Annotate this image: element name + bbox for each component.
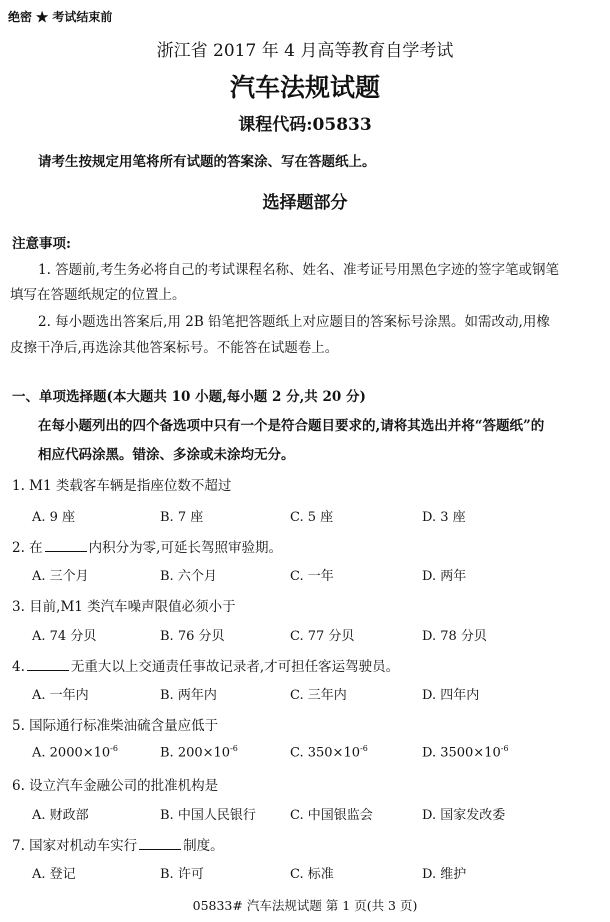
option-a: A. 登记 — [32, 867, 76, 882]
part1-desc-cont: 相应代码涂黑。错涂、多涂或未涂均无分。 — [38, 447, 295, 463]
option-b: B. $200\times 10^{-6}$ — [160, 744, 238, 761]
option-d: D. 国家发改委 — [422, 808, 506, 823]
course-code: 课程代码:05833 — [238, 115, 372, 135]
option-a: A. $2000\times 10^{-6}$ — [32, 744, 118, 761]
confidential-label: 绝密 ★ 考试结束前 — [8, 10, 113, 24]
option-b: B. 76 分贝 — [160, 629, 225, 644]
option-c: C. 一年 — [290, 569, 334, 584]
notes-heading: 注意事项: — [12, 236, 71, 252]
option-b: B. 两年内 — [160, 688, 217, 703]
answer-blank — [139, 836, 181, 850]
page-footer: 05833# 汽车法规试题 第 1 页(共 3 页) — [192, 898, 418, 913]
section-title: 选择题部分 — [262, 193, 348, 213]
answer-blank — [45, 538, 87, 552]
exam-title: 浙江省 2017 年 4 月高等教育自学考试 — [156, 41, 454, 61]
question-stem: 7. 国家对机动车实行 制度。 — [12, 838, 224, 854]
option-c: C. 标准 — [290, 867, 334, 882]
part1-title: 一、单项选择题(本大题共 10 小题,每小题 2 分,共 20 分) — [12, 389, 366, 405]
option-d: D. 维护 — [422, 867, 467, 882]
question-stem: 6. 设立汽车金融公司的批准机构是 — [12, 778, 219, 794]
note-item-cont: 填写在答题纸规定的位置上。 — [10, 287, 186, 303]
option-b: B. 7 座 — [160, 510, 204, 525]
answer-blank — [27, 657, 69, 671]
option-c: C. 中国银监会 — [290, 808, 373, 823]
option-c: C. 5 座 — [290, 510, 334, 525]
option-b: B. 中国人民银行 — [160, 808, 256, 823]
note-item-cont: 皮擦干净后,再选涂其他答案标号。不能答在试题卷上。 — [10, 340, 339, 356]
option-b: B. 六个月 — [160, 569, 217, 584]
option-d: D. 两年 — [422, 569, 467, 584]
part1-desc: 在每小题列出的四个备选项中只有一个是符合题目要求的,请将其选出并将“答题纸”的 — [38, 418, 545, 434]
option-a: A. 9 座 — [32, 510, 76, 525]
option-a: A. 财政部 — [32, 808, 89, 823]
paper-title: 汽车法规试题 — [229, 73, 380, 102]
option-a: A. 一年内 — [32, 688, 89, 703]
question-stem: 2. 在 内积分为零,可延长驾照审验期。 — [12, 540, 282, 556]
option-c: C. $350\times 10^{-6}$ — [290, 744, 368, 761]
option-b: B. 许可 — [160, 867, 204, 882]
option-c: C. 三年内 — [290, 688, 347, 703]
option-d: D. $3500\times 10^{-6}$ — [422, 744, 509, 761]
option-d: D. 3 座 — [422, 510, 466, 525]
note-item: 1. 答题前,考生务必将自己的考试课程名称、姓名、准考证号用黑色字迹的签字笔或钢笔 — [38, 262, 559, 278]
instruction-text: 请考生按规定用笔将所有试题的答案涂、写在答题纸上。 — [38, 154, 376, 170]
option-d: D. 78 分贝 — [422, 629, 487, 644]
option-a: A. 三个月 — [32, 569, 89, 584]
question-stem: 3. 目前,M1 类汽车噪声限值必须小于 — [12, 599, 236, 615]
question-stem: 1. M1 类载客车辆是指座位数不超过 — [12, 478, 232, 494]
question-stem: 4. 无重大以上交通责任事故记录者,才可担任客运驾驶员。 — [12, 659, 400, 675]
option-c: C. 77 分贝 — [290, 629, 355, 644]
note-item: 2. 每小题选出答案后,用 2B 铅笔把答题纸上对应题目的答案标号涂黑。如需改动,用橡 — [38, 314, 550, 330]
question-stem: 5. 国际通行标准柴油硫含量应低于 — [12, 718, 219, 734]
option-a: A. 74 分贝 — [32, 629, 97, 644]
option-d: D. 四年内 — [422, 688, 480, 703]
